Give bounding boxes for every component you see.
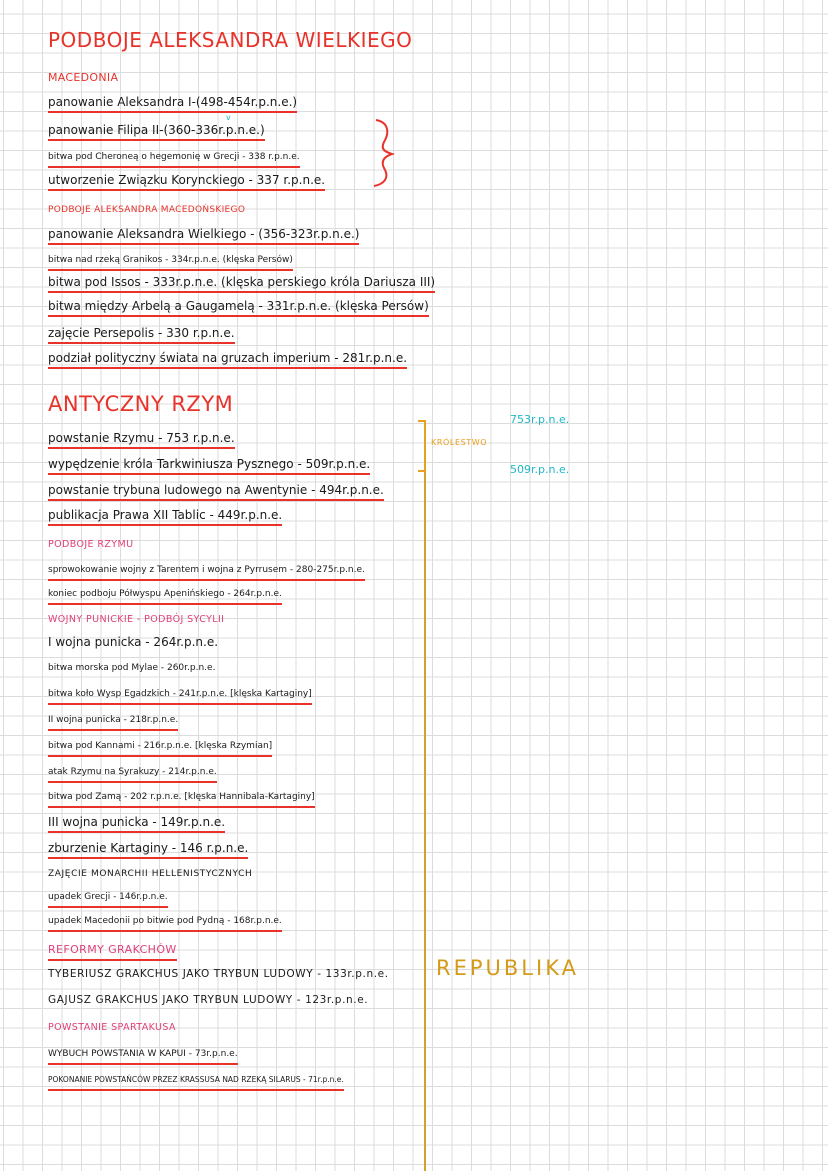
list-item: POKONANIE POWSTAŃCÓW PRZEZ KRASSUSA NAD RZEKĄ SILARUS - 71r.p.n.e. xyxy=(48,1072,344,1091)
list-item: bitwa pod Zamą - 202 r.p.n.e. [klęska Hannibala-Kartaginy] xyxy=(48,789,315,808)
list-item: upadek Macedonii po bitwie pod Pydną - 168r.p.n.e. xyxy=(48,913,282,932)
list-item: TYBERIUSZ GRAKCHUS JAKO TRYBUN LUDOWY - 133r.p.n.e. xyxy=(48,968,389,980)
curly-brace-icon xyxy=(370,118,400,188)
list-item: bitwa nad rzeką Granikos - 334r.p.n.e. (klęska Persów) xyxy=(48,252,293,271)
list-item: zajęcie Persepolis - 330 r.p.n.e. xyxy=(48,325,235,344)
list-item: koniec podboju Półwyspu Apenińskiego - 264r.p.n.e. xyxy=(48,586,282,605)
krolestwo-label: KRÓLESTWO xyxy=(431,438,488,447)
list-item: I wojna punicka - 264r.p.n.e. xyxy=(48,635,219,649)
list-item: wypędzenie króla Tarkwiniusza Pysznego - 509r.p.n.e. xyxy=(48,456,370,475)
list-item: bitwa morska pod Mylae - 260r.p.n.e. xyxy=(48,663,216,673)
podboje-aleksandra-heading: PODBOJE ALEKSANDRA MACEDOŃSKIEGO xyxy=(48,205,246,215)
page-title: PODBOJE ALEKSANDRA WIELKIEGO xyxy=(48,28,413,52)
list-item: bitwa między Arbelą a Gaugamelą - 331r.p.n.e. (klęska Persów) xyxy=(48,298,429,317)
list-item: panowanie Filipa II-(360-336r.p.n.e.) xyxy=(48,122,265,141)
list-item: bitwa pod Kannami - 216r.p.n.e. [klęska Rzymian] xyxy=(48,738,272,757)
macedonia-heading: MACEDONIA xyxy=(48,71,119,84)
list-item: GAJUSZ GRAKCHUS JAKO TRYBUN LUDOWY - 123r.p.n.e. xyxy=(48,994,369,1006)
list-item: atak Rzymu na Syrakuzy - 214r.p.n.e. xyxy=(48,764,217,783)
list-item: zburzenie Kartaginy - 146 r.p.n.e. xyxy=(48,840,248,859)
list-item: publikacja Prawa XII Tablic - 449r.p.n.e. xyxy=(48,507,282,526)
krolestwo-bracket xyxy=(418,420,426,472)
list-item: powstanie Rzymu - 753 r.p.n.e. xyxy=(48,430,235,449)
list-item: podział polityczny świata na gruzach imperium - 281r.p.n.e. xyxy=(48,350,407,369)
grakchowie-heading: REFORMY GRAKCHÓW xyxy=(48,942,177,961)
list-item: sprowokowanie wojny z Tarentem i wojna z Pyrrusem - 280-275r.p.n.e. xyxy=(48,562,365,581)
list-item: III wojna punicka - 149r.p.n.e. xyxy=(48,814,225,833)
date-753-label: 753r.p.n.e. xyxy=(510,413,570,426)
republika-label: REPUBLIKA xyxy=(436,956,579,980)
monarchie-heading: ZAJĘCIE MONARCHII HELLENISTYCZNYCH xyxy=(48,869,253,879)
rzym-heading: ANTYCZNY RZYM xyxy=(48,392,234,416)
list-item: panowanie Aleksandra I-(498-454r.p.n.e.) xyxy=(48,94,297,113)
wojny-punickie-heading: WOJNY PUNICKIE - PODBÓJ SYCYLII xyxy=(48,614,225,625)
podboje-rzymu-heading: PODBOJE RZYMU xyxy=(48,539,134,550)
list-item: utworzenie Związku Korynckiego - 337 r.p.n.e. xyxy=(48,172,325,191)
spartakus-heading: POWSTANIE SPARTAKUSA xyxy=(48,1022,176,1033)
list-item: bitwa koło Wysp Egadzkich - 241r.p.n.e. [klęska Kartaginy] xyxy=(48,686,312,705)
list-item: powstanie trybuna ludowego na Awentynie - 494r.p.n.e. xyxy=(48,482,384,501)
timeline-line xyxy=(424,420,426,1171)
date-509-label: 509r.p.n.e. xyxy=(510,463,570,476)
list-item: upadek Grecji - 146r.p.n.e. xyxy=(48,889,168,908)
teal-mark: v xyxy=(226,113,231,122)
list-item: panowanie Aleksandra Wielkiego - (356-323r.p.n.e.) xyxy=(48,226,359,245)
list-item: II wojna punicka - 218r.p.n.e. xyxy=(48,712,178,731)
list-item: bitwa pod Cheroneą o hegemonię w Grecji - 338 r.p.n.e. xyxy=(48,149,300,168)
list-item: bitwa pod Issos - 333r.p.n.e. (klęska perskiego króla Dariusza III) xyxy=(48,274,435,293)
list-item: WYBUCH POWSTANIA W KAPUI - 73r.p.n.e. xyxy=(48,1046,238,1065)
